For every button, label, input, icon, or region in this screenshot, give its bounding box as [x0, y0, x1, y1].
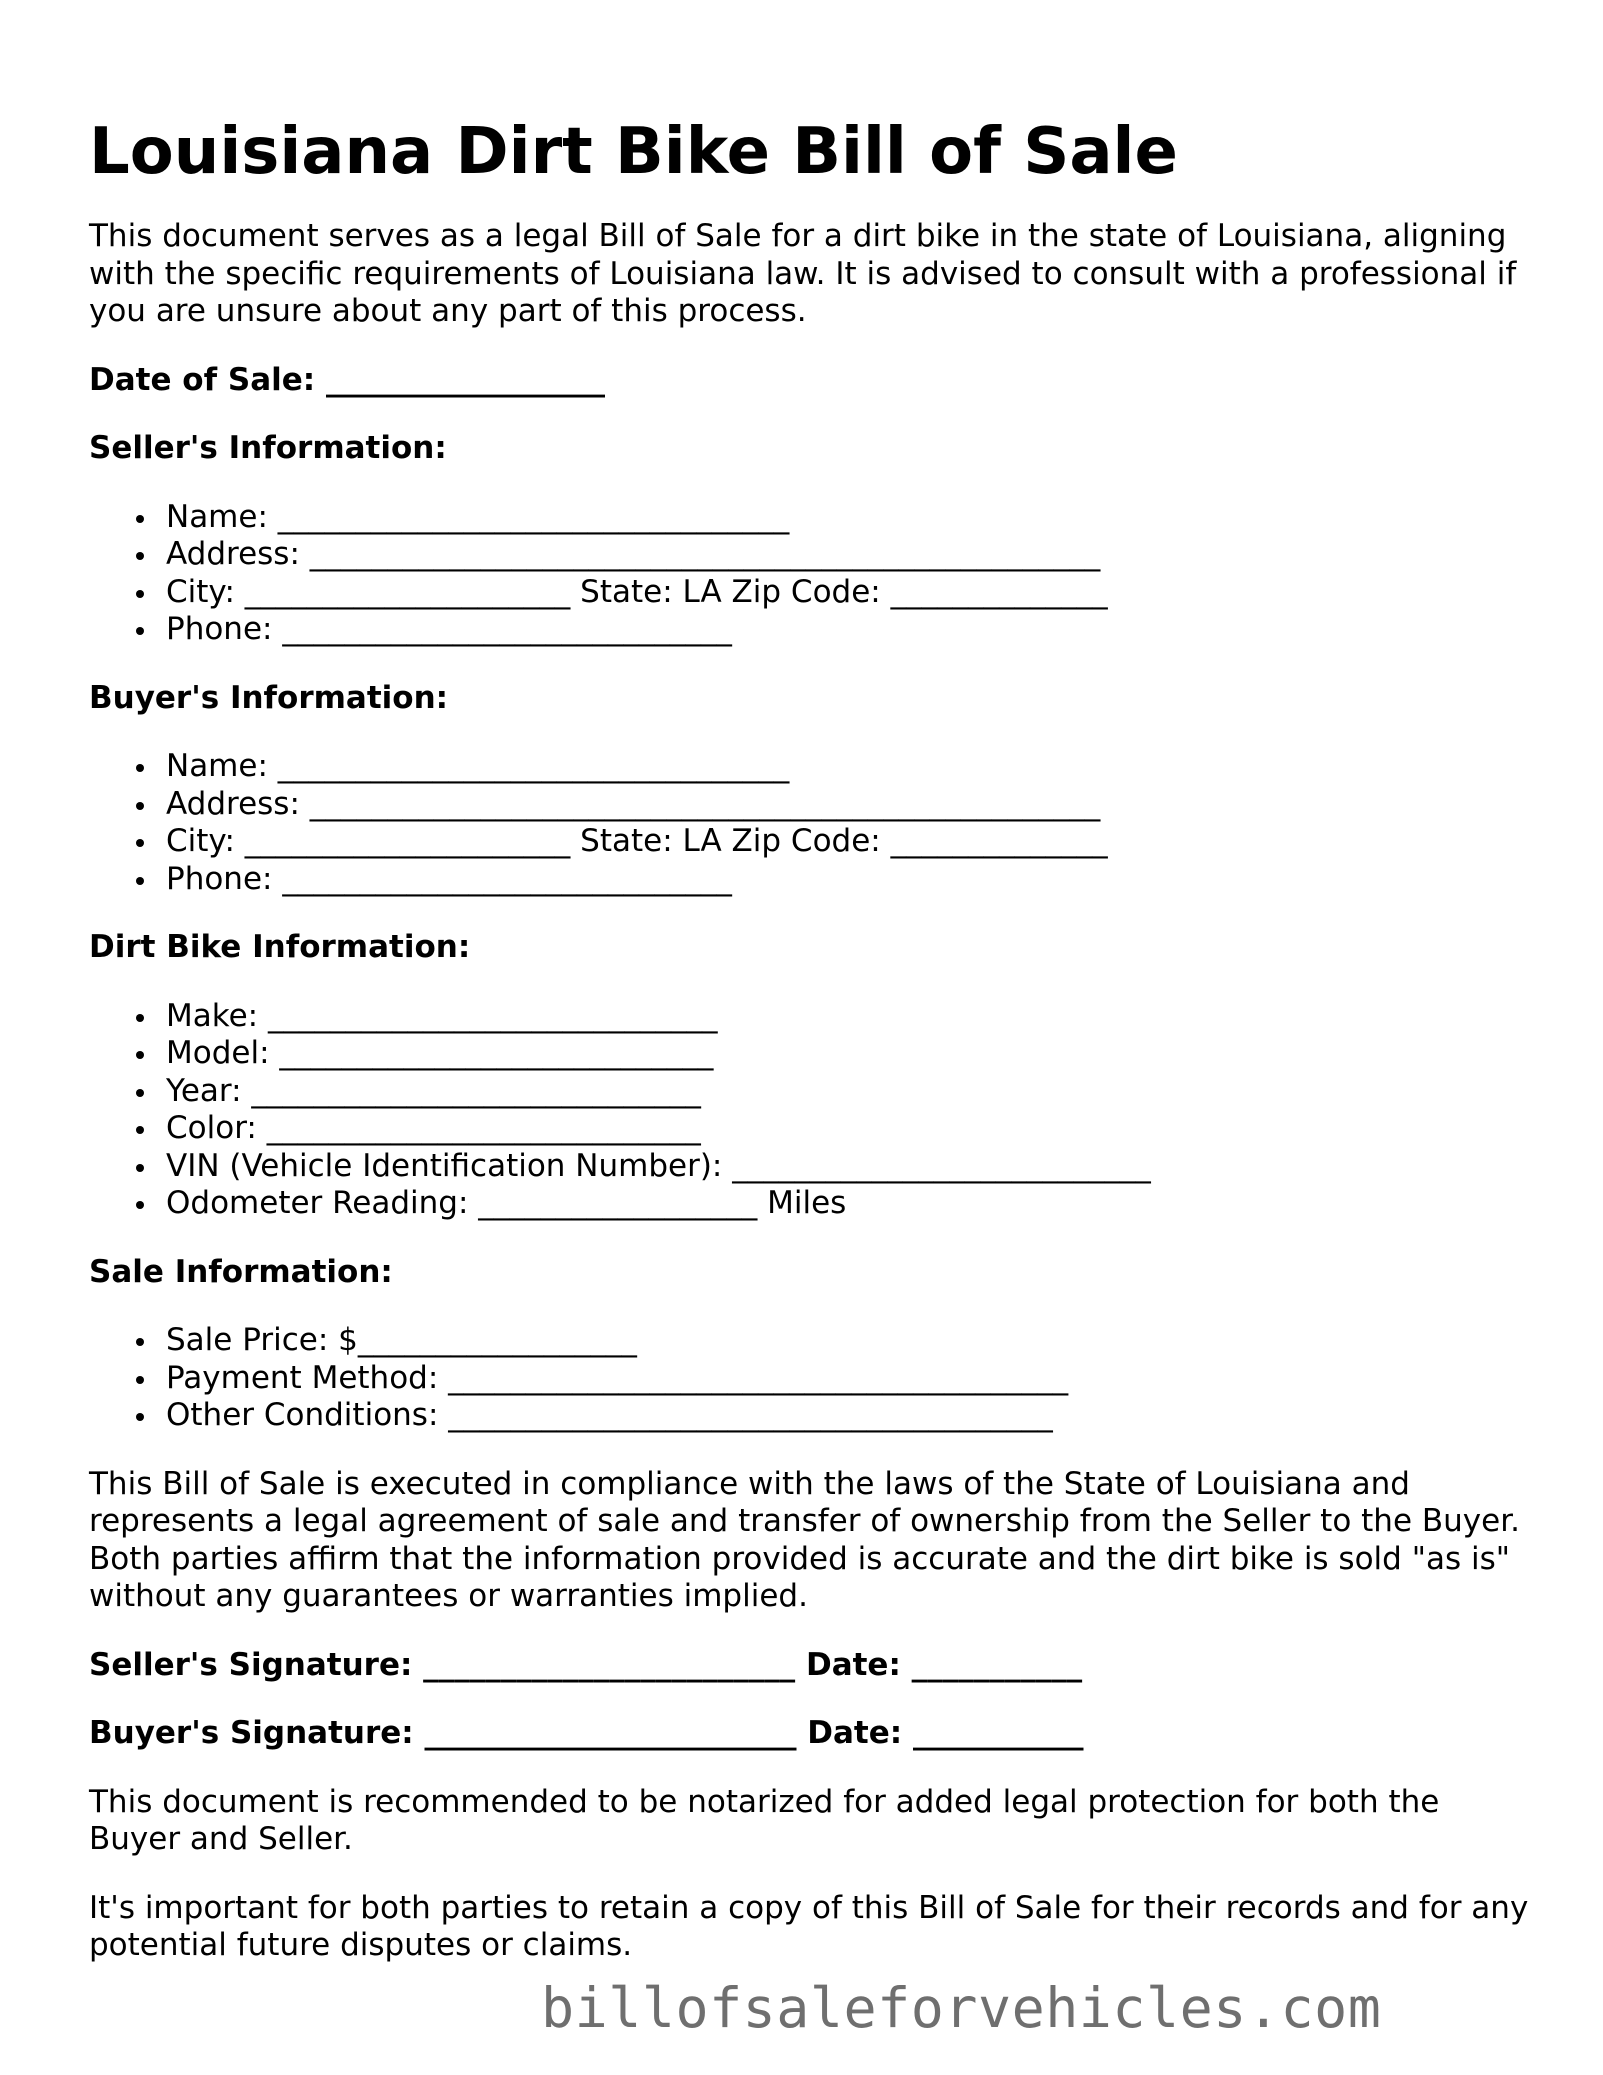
bike-make-field[interactable]: Make: _____________________________	[166, 998, 1529, 1036]
site-watermark: billofsaleforvehicles.com	[541, 1976, 1382, 2040]
seller-signature-field[interactable]: Seller's Signature: ________________________ Date: ___________	[89, 1646, 1083, 1683]
sale-info-heading: Sale Information:	[89, 1253, 393, 1290]
buyer-city-state-zip-field[interactable]: City: _____________________ State: LA Zip Code: ______________	[166, 823, 1529, 861]
buyer-info-heading: Buyer's Information:	[89, 679, 449, 716]
bike-model-field[interactable]: Model: ____________________________	[166, 1035, 1529, 1073]
document-title: Louisiana Dirt Bike Bill of Sale	[89, 115, 1178, 189]
compliance-paragraph: This Bill of Sale is executed in compliance with the laws of the State of Louisiana and represents a legal agreement of sale and transfer of ownership from the Seller to the Buyer. Both parties affirm that the information provided is accurate and the dirt bike is sold "as is" without any guarantees or warranties implied.	[89, 1465, 1520, 1614]
seller-phone-field[interactable]: Phone: _____________________________	[166, 611, 1529, 649]
notarize-paragraph: This document is recommended to be notarized for added legal protection for both the Buyer and Seller.	[89, 1783, 1440, 1857]
seller-name-field[interactable]: Name: _________________________________	[166, 499, 1529, 537]
seller-address-field[interactable]: Address: ___________________________________________________	[166, 536, 1529, 574]
sale-info-list	[89, 1322, 1529, 1435]
date-of-sale-field[interactable]: Date of Sale: __________________	[89, 361, 605, 398]
other-conditions-field[interactable]: Other Conditions: _______________________________________	[166, 1397, 1529, 1435]
intro-paragraph: This document serves as a legal Bill of Sale for a dirt bike in the state of Louisiana, aligning with the specific requirements of Louisiana law. It is advised to consult with a professional if you are unsure about any part of this process.	[89, 218, 1517, 329]
document-page	[89, 112, 1529, 1996]
bike-color-field[interactable]: Color: ____________________________	[166, 1110, 1529, 1148]
buyer-signature-field[interactable]: Buyer's Signature: ________________________ Date: ___________	[89, 1715, 1084, 1751]
sale-price-field[interactable]: Sale Price: $__________________	[166, 1322, 1529, 1360]
bike-info-list	[89, 998, 1529, 1223]
seller-city-state-zip-field[interactable]: City: _____________________ State: LA Zip Code: ______________	[166, 574, 1529, 612]
buyer-phone-field[interactable]: Phone: _____________________________	[166, 861, 1529, 899]
seller-info-list	[89, 499, 1529, 649]
buyer-address-field[interactable]: Address: ___________________________________________________	[166, 786, 1529, 824]
buyer-info-list	[89, 748, 1529, 898]
payment-method-field[interactable]: Payment Method: ________________________________________	[166, 1360, 1529, 1398]
bike-year-field[interactable]: Year: _____________________________	[166, 1073, 1529, 1111]
bike-info-heading: Dirt Bike Information:	[89, 929, 471, 965]
buyer-name-field[interactable]: Name: _________________________________	[166, 748, 1529, 786]
bike-odometer-field[interactable]: Odometer Reading: __________________ Miles	[166, 1185, 1529, 1223]
bike-vin-field[interactable]: VIN (Vehicle Identification Number): ___________________________	[166, 1148, 1529, 1186]
seller-info-heading: Seller's Information:	[89, 430, 447, 466]
retain-paragraph: It's important for both parties to retain a copy of this Bill of Sale for their records and for any potential future disputes or claims.	[89, 1889, 1529, 1963]
